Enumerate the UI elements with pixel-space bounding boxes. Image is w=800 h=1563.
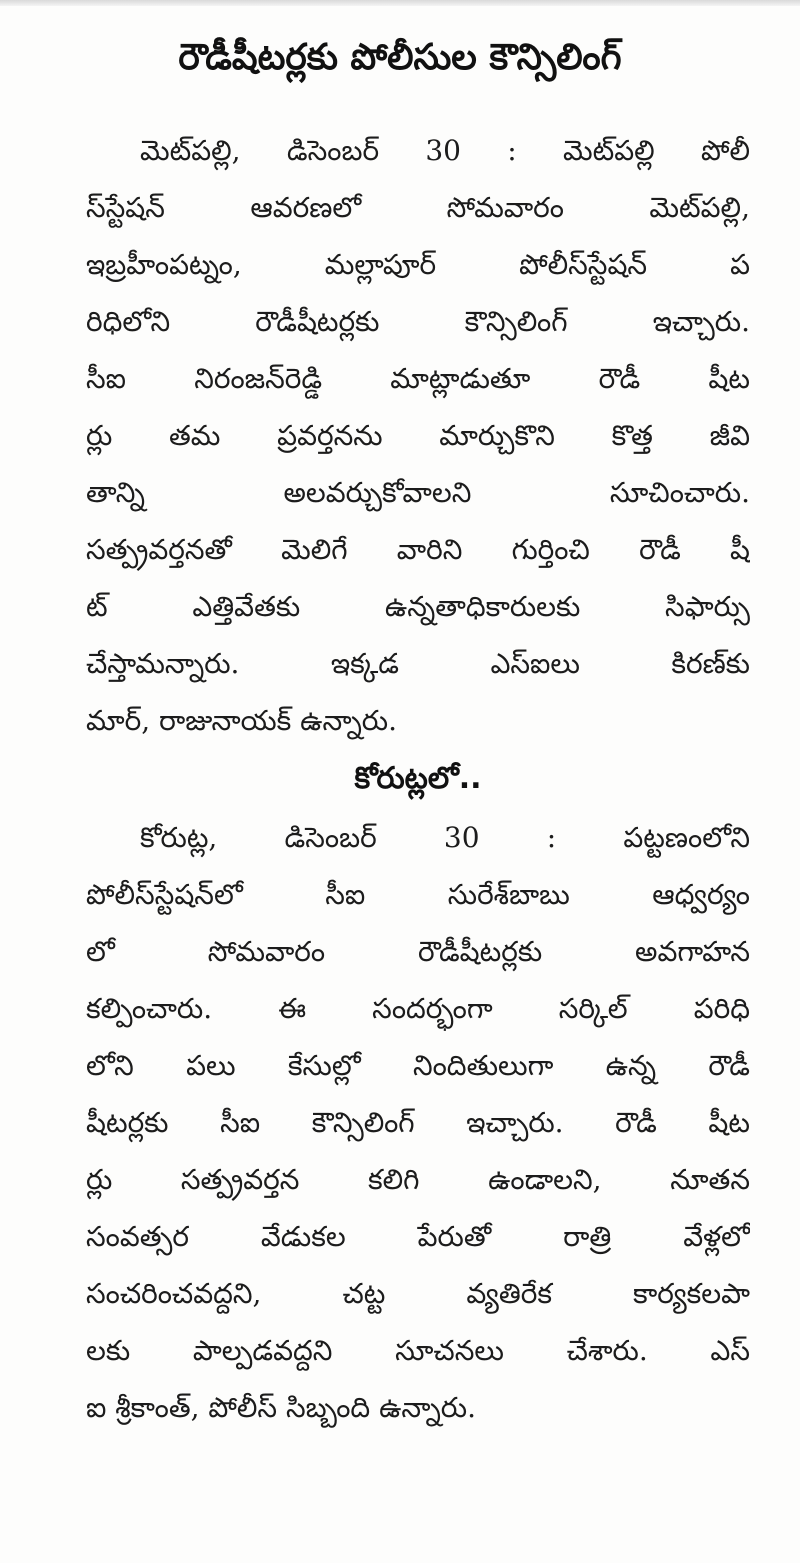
article-line: ర్లు సత్ప్రవర్తన కలిగి ఉండాలని, నూతన: [86, 1163, 750, 1196]
article-line: సీఐ నిరంజన్‌రెడ్డి మాట్లాడుతూ రౌడీ షీట: [86, 362, 750, 395]
article-line: లో సోమవారం రౌడీషీటర్లకు అవగాహన: [86, 935, 750, 968]
article-line: ఐ శ్రీకాంత్, పోలీస్ సిబ్బంది ఉన్నారు.: [86, 1391, 476, 1424]
article-line: సంవత్సర వేడుకల పేరుతో రాత్రి వేళ్లలో: [86, 1220, 750, 1253]
article-line: రిధిలోని రౌడీషీటర్లకు కౌన్సిలింగ్ ఇచ్చారు.: [86, 305, 750, 338]
article-line: పోలీస్‌స్టేషన్‌లో సీఐ సురేశ్‌బాబు ఆధ్వర్యం: [86, 878, 750, 911]
article-subheading: కోరుట్లలో..: [354, 761, 482, 796]
article-line: ర్లు తమ ప్రవర్తనను మార్చుకొని కొత్త జీవి: [86, 419, 750, 452]
clipping-top-edge: [0, 0, 800, 6]
article-line: స్‌స్టేషన్ ఆవరణలో సోమవారం మెట్‌పల్లి,: [86, 191, 750, 224]
article-line: కల్పించారు. ఈ సందర్భంగా సర్కిల్ పరిధి: [86, 992, 750, 1025]
article-headline: రౌడీషీటర్లకు పోలీసుల కౌన్సిలింగ్: [178, 37, 622, 78]
article-line: లకు పాల్పడవద్దని సూచనలు చేశారు. ఎస్: [86, 1334, 750, 1367]
article-line: చేస్తామన్నారు. ఇక్కడ ఎస్‌ఐలు కిరణ్‌కు: [86, 647, 750, 680]
article-line: సత్ప్రవర్తనతో మెలిగే వారిని గుర్తించి రౌడీ షీ: [86, 533, 750, 566]
article-line: సంచరించవద్దని, చట్ట వ్యతిరేక కార్యకలపా: [86, 1277, 750, 1310]
article-line: తాన్ని అలవర్చుకోవాలని సూచించారు.: [86, 476, 750, 509]
article-line: ఇబ్రహీంపట్నం, మల్లాపూర్ పోలీస్‌స్టేషన్ ప: [86, 248, 750, 281]
article-line: ట్ ఎత్తివేతకు ఉన్నతాధికారులకు సిఫార్సు: [86, 590, 750, 623]
article-line: కోరుట్ల, డిసెంబర్ 30 : పట్టణంలోని: [140, 821, 750, 854]
article-line: మార్, రాజునాయక్ ఉన్నారు.: [86, 704, 397, 737]
article-line: లోని పలు కేసుల్లో నిందితులుగా ఉన్న రౌడీ: [86, 1049, 750, 1082]
article-line: మెట్‌పల్లి, డిసెంబర్ 30 : మెట్‌పల్లి పోలీ: [140, 134, 750, 167]
article-body: [86, 122, 750, 1436]
article-line: షీటర్లకు సీఐ కౌన్సిలింగ్ ఇచ్చారు. రౌడీ షీట: [86, 1106, 750, 1139]
